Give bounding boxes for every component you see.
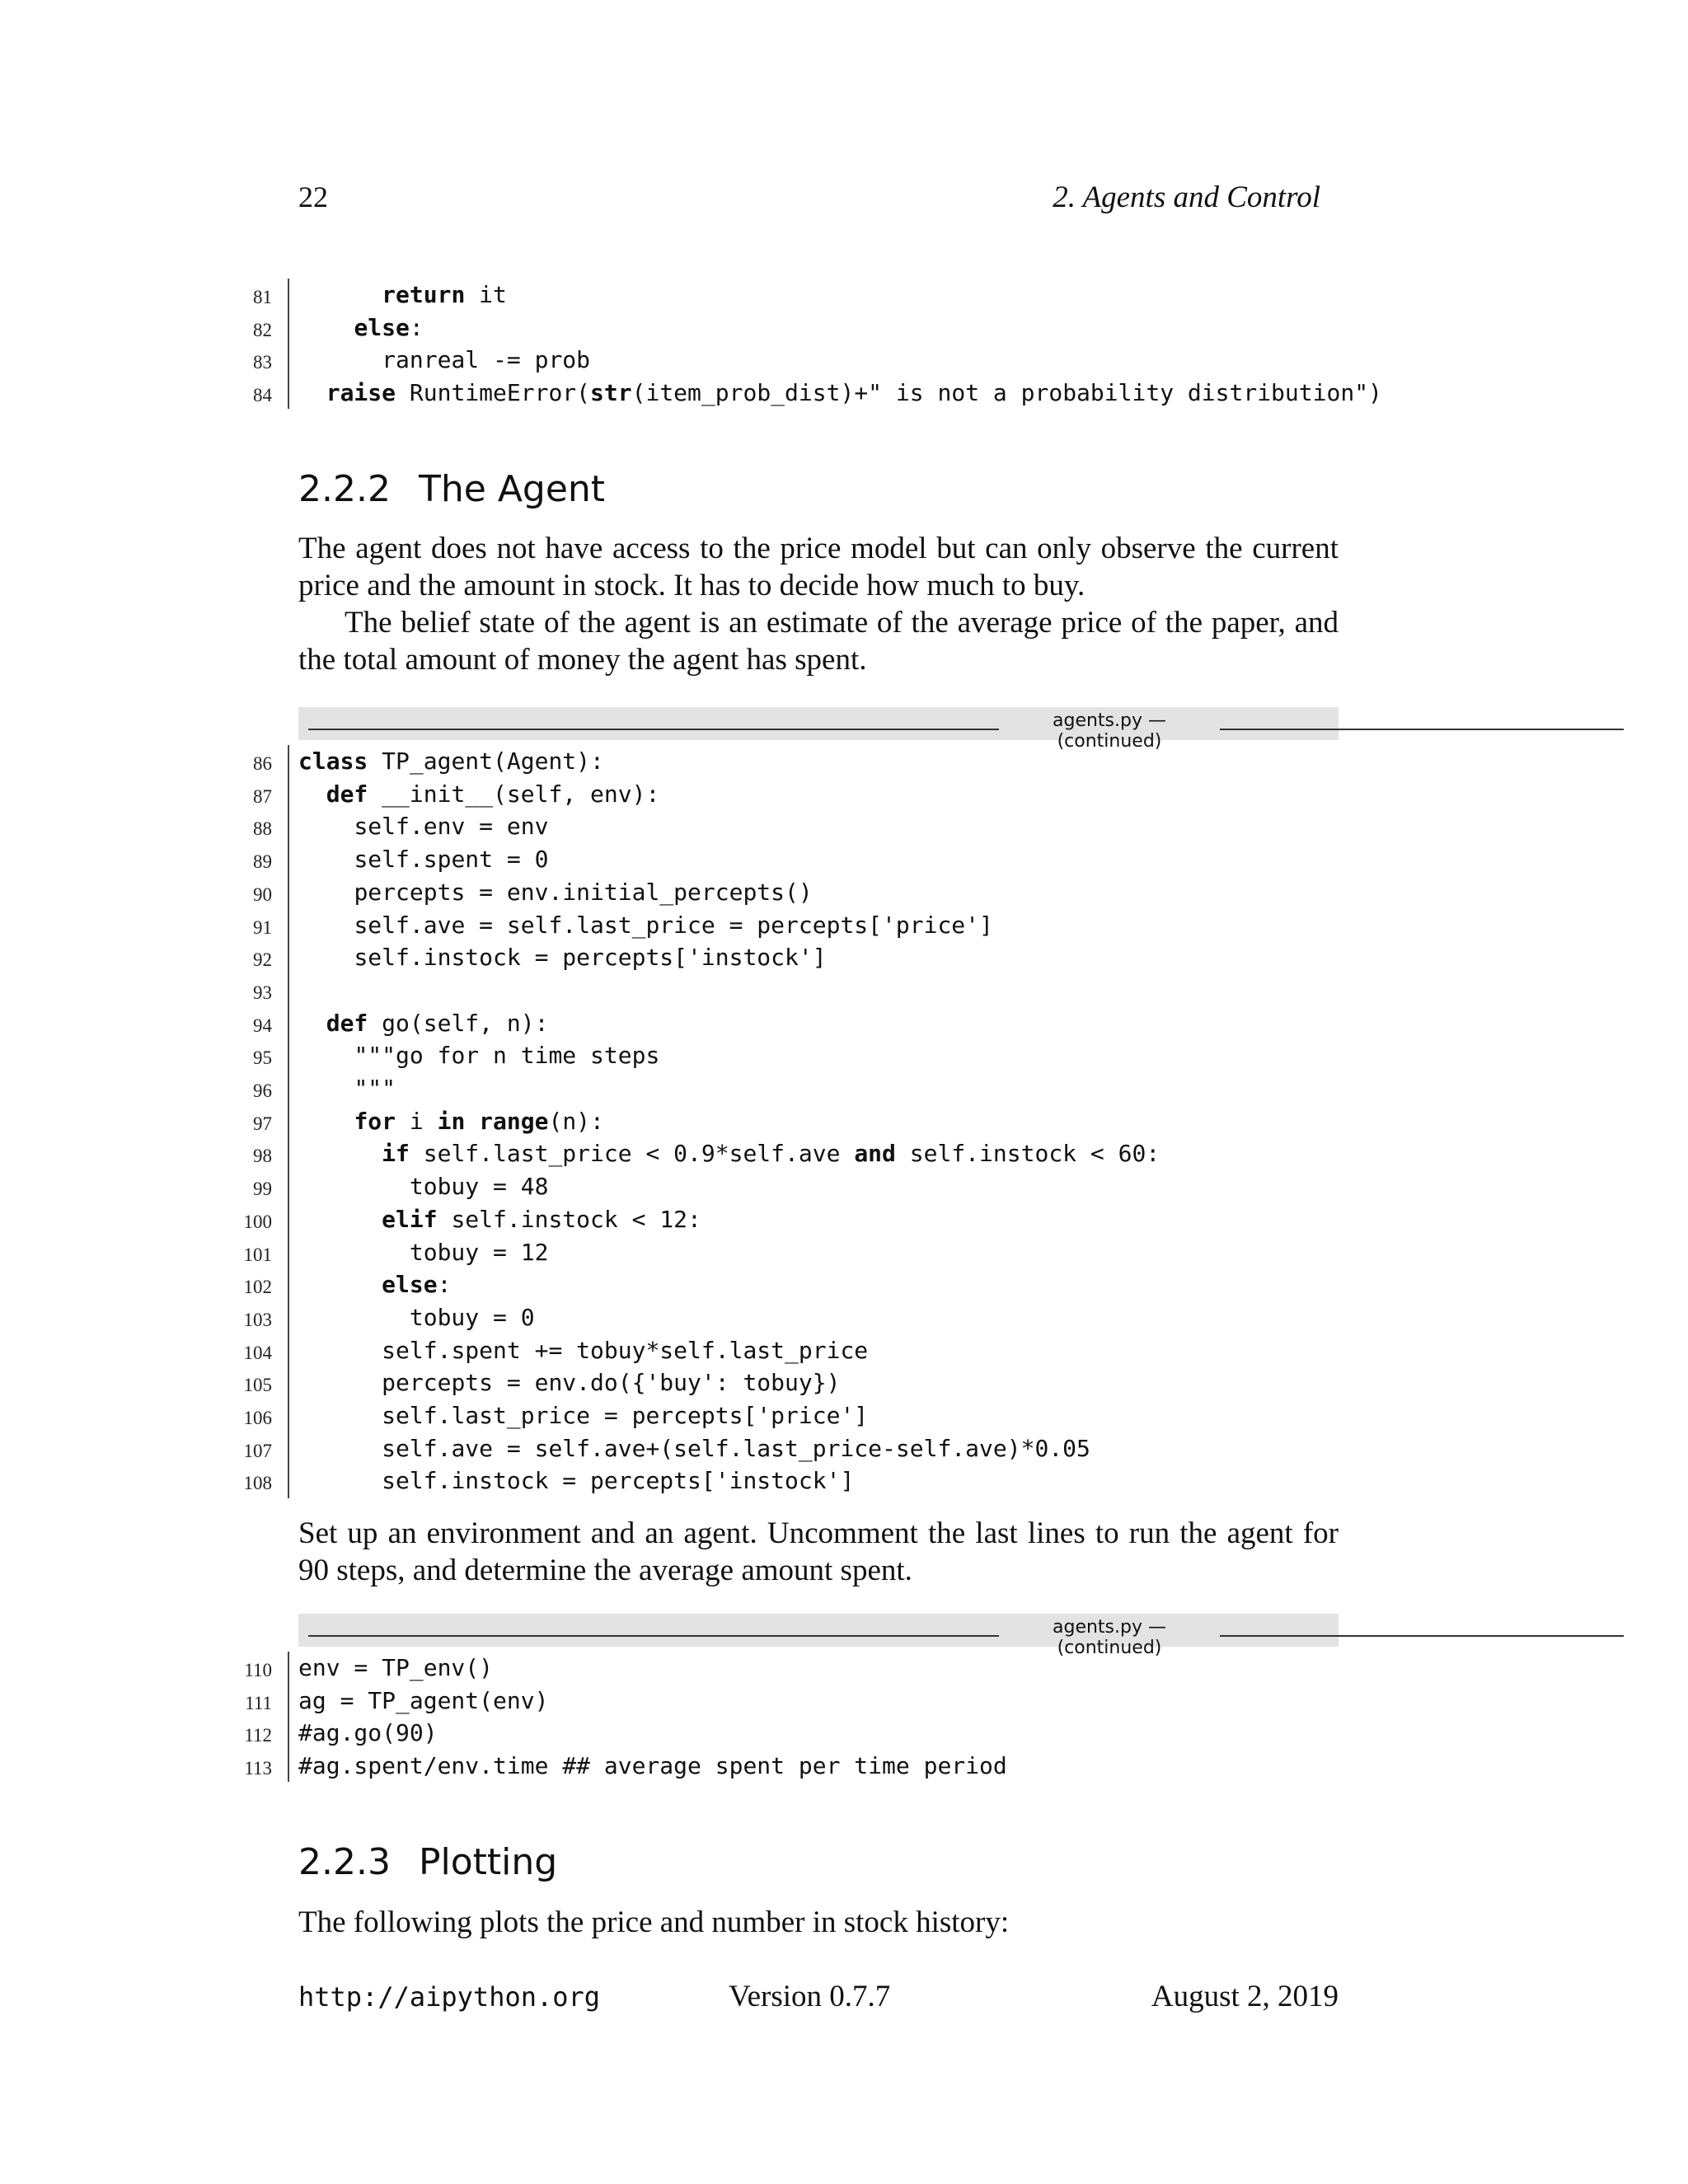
banner-label: agents.py — (continued) [1053, 1617, 1166, 1658]
code-line [0, 1366, 1401, 1399]
code-line [0, 1685, 1401, 1718]
code-keyword: in [437, 1107, 466, 1135]
code-keyword: return [382, 281, 466, 308]
line-number: 87 [253, 785, 272, 807]
code-keyword: def [326, 780, 368, 808]
footer-date: August 2, 2019 [1151, 1980, 1339, 2013]
code-line [0, 1432, 1401, 1465]
code-line [0, 1203, 1401, 1236]
section-number: 2.2.2 [298, 468, 391, 510]
line-number: 95 [253, 1047, 272, 1069]
code-text: self.ave = self.last_price = percepts['price'] [354, 911, 993, 939]
belief-state-text: The belief state of the agent is an estimate of the average price of the paper, and the total amount of money the agent has spent. [298, 606, 1339, 677]
code-text: else: [354, 313, 424, 341]
section-title: Plotting [419, 1841, 558, 1883]
line-number: 94 [253, 1015, 272, 1036]
code-text: #ag.spent/env.time ## average spent per time period [298, 1752, 1007, 1780]
line-number: 108 [243, 1473, 272, 1494]
banner-rule-right [1220, 1635, 1624, 1637]
line-number: 98 [253, 1146, 272, 1167]
code-line [0, 1236, 1401, 1269]
code-line [0, 1717, 1401, 1750]
code-text: tobuy = 0 [409, 1303, 535, 1331]
line-number: 102 [243, 1277, 272, 1298]
code-text: return it [382, 281, 507, 308]
line-number: 84 [253, 385, 272, 406]
code-text: self.last_price = percepts['price'] [382, 1402, 869, 1429]
code-keyword: else [354, 313, 410, 341]
footer-url-link[interactable]: http://aipython.org [298, 1981, 601, 2013]
code-line [0, 1007, 1401, 1040]
code-keyword: for [354, 1107, 396, 1135]
code-line [0, 876, 1401, 909]
banner-rule-left [308, 1635, 999, 1637]
footer-version: Version 0.7.7 [729, 1980, 891, 2013]
code-keyword: str [590, 379, 632, 407]
code-text: #ag.go(90) [298, 1719, 438, 1747]
line-number: 89 [253, 851, 272, 873]
code-text: """go for n time steps [354, 1042, 660, 1070]
line-number: 90 [253, 883, 272, 905]
code-file-banner [298, 707, 1339, 752]
code-text: self.instock = percepts['instock'] [382, 1467, 855, 1495]
code-text: percepts = env.do({'buy': tobuy}) [382, 1369, 841, 1397]
code-text: for i in range(n): [354, 1107, 604, 1135]
line-number: 103 [243, 1309, 272, 1330]
code-line [0, 1750, 1401, 1783]
page-number: 22 [298, 180, 328, 213]
code-line [0, 1105, 1401, 1138]
section-number: 2.2.3 [298, 1841, 391, 1883]
section-heading-2-2-2 [298, 468, 605, 510]
code-text: self.ave = self.ave+(self.last_price-self.ave)*0.05 [382, 1434, 1090, 1462]
code-text: percepts = env.initial_percepts() [354, 878, 813, 906]
code-line [0, 1072, 1401, 1105]
line-number: 104 [243, 1342, 272, 1363]
code-line [0, 377, 1401, 410]
line-number: 92 [253, 949, 272, 971]
line-number: 93 [253, 982, 272, 1003]
code-file-banner [298, 1614, 1339, 1658]
line-number: 91 [253, 916, 272, 938]
code-text: self.spent = 0 [354, 846, 549, 874]
code-keyword: range [479, 1107, 549, 1135]
banner-rule-left [308, 729, 999, 730]
code-line [0, 974, 1401, 1007]
code-line [0, 1334, 1401, 1367]
code-keyword: class [298, 748, 368, 775]
line-number: 96 [253, 1080, 272, 1101]
banner-rule-right [1220, 729, 1624, 730]
line-number: 110 [244, 1660, 272, 1680]
line-number: 88 [253, 818, 272, 840]
line-number: 101 [243, 1244, 272, 1265]
line-number: 113 [244, 1758, 272, 1779]
code-line [0, 745, 1401, 778]
banner-label: agents.py — (continued) [1053, 710, 1166, 752]
line-number: 99 [253, 1179, 272, 1200]
code-line [0, 279, 1401, 312]
code-keyword: else [382, 1271, 438, 1299]
code-text: """ [354, 1075, 396, 1102]
code-line [0, 1137, 1401, 1170]
code-text: raise RuntimeError(str(item_prob_dist)+" is not a probability distribution") [326, 379, 1382, 407]
section-heading-2-2-3 [298, 1841, 557, 1883]
code-text: def __init__(self, env): [326, 780, 660, 808]
paragraph-belief-state [298, 604, 1339, 678]
line-number: 81 [253, 287, 272, 307]
code-line [0, 1465, 1401, 1497]
code-line [0, 1652, 1401, 1685]
line-number: 82 [253, 319, 272, 340]
paragraph-agent-intro: The agent does not have access to the price model but can only observe the current price and the amount in stock. It has to decide how much to buy. [298, 532, 1339, 602]
code-text: tobuy = 12 [409, 1238, 549, 1266]
line-number: 112 [244, 1725, 272, 1746]
paragraph-plotting: The following plots the price and number in stock history: [298, 1905, 1010, 1939]
code-text: if self.last_price < 0.9*self.ave and self.instock < 60: [382, 1140, 1160, 1168]
line-number: 97 [253, 1113, 272, 1134]
line-number: 107 [243, 1440, 272, 1461]
chapter-title: 2. Agents and Control [1053, 180, 1320, 214]
code-line [0, 843, 1401, 876]
code-text: def go(self, n): [326, 1009, 549, 1037]
code-keyword: elif [382, 1205, 438, 1233]
line-number: 106 [243, 1408, 272, 1428]
code-line [0, 1039, 1401, 1072]
code-text: ag = TP_agent(env) [298, 1686, 549, 1714]
code-line [0, 1268, 1401, 1301]
code-text: else: [382, 1271, 452, 1299]
code-line [0, 1301, 1401, 1334]
code-text: ranreal -= prob [382, 346, 591, 374]
code-line [0, 344, 1401, 377]
code-text: elif self.instock < 12: [382, 1205, 701, 1233]
line-number: 111 [245, 1692, 272, 1713]
line-number: 83 [253, 352, 272, 373]
code-text: env = TP_env() [298, 1654, 494, 1681]
code-line [0, 941, 1401, 974]
line-number: 86 [253, 753, 272, 774]
code-text: class TP_agent(Agent): [298, 748, 604, 775]
code-text: tobuy = 48 [409, 1173, 549, 1201]
code-text: self.env = env [354, 813, 549, 841]
code-keyword: def [326, 1009, 368, 1037]
code-text: self.instock = percepts['instock'] [354, 944, 827, 972]
line-number: 105 [243, 1375, 272, 1396]
paragraph-setup: Set up an environment and an agent. Uncomment the last lines to run the agent for 90 steps, and determine the average amount spent. [298, 1516, 1339, 1587]
code-keyword: and [854, 1140, 896, 1168]
code-line [0, 1399, 1401, 1432]
code-line [0, 1170, 1401, 1203]
code-line [0, 909, 1401, 942]
code-text: self.spent += tobuy*self.last_price [382, 1336, 869, 1364]
code-keyword: if [382, 1140, 410, 1168]
section-title: The Agent [419, 468, 606, 510]
code-line [0, 810, 1401, 843]
line-number: 100 [243, 1211, 272, 1232]
code-keyword: raise [326, 379, 396, 407]
code-line [0, 778, 1401, 811]
code-line [0, 312, 1401, 344]
